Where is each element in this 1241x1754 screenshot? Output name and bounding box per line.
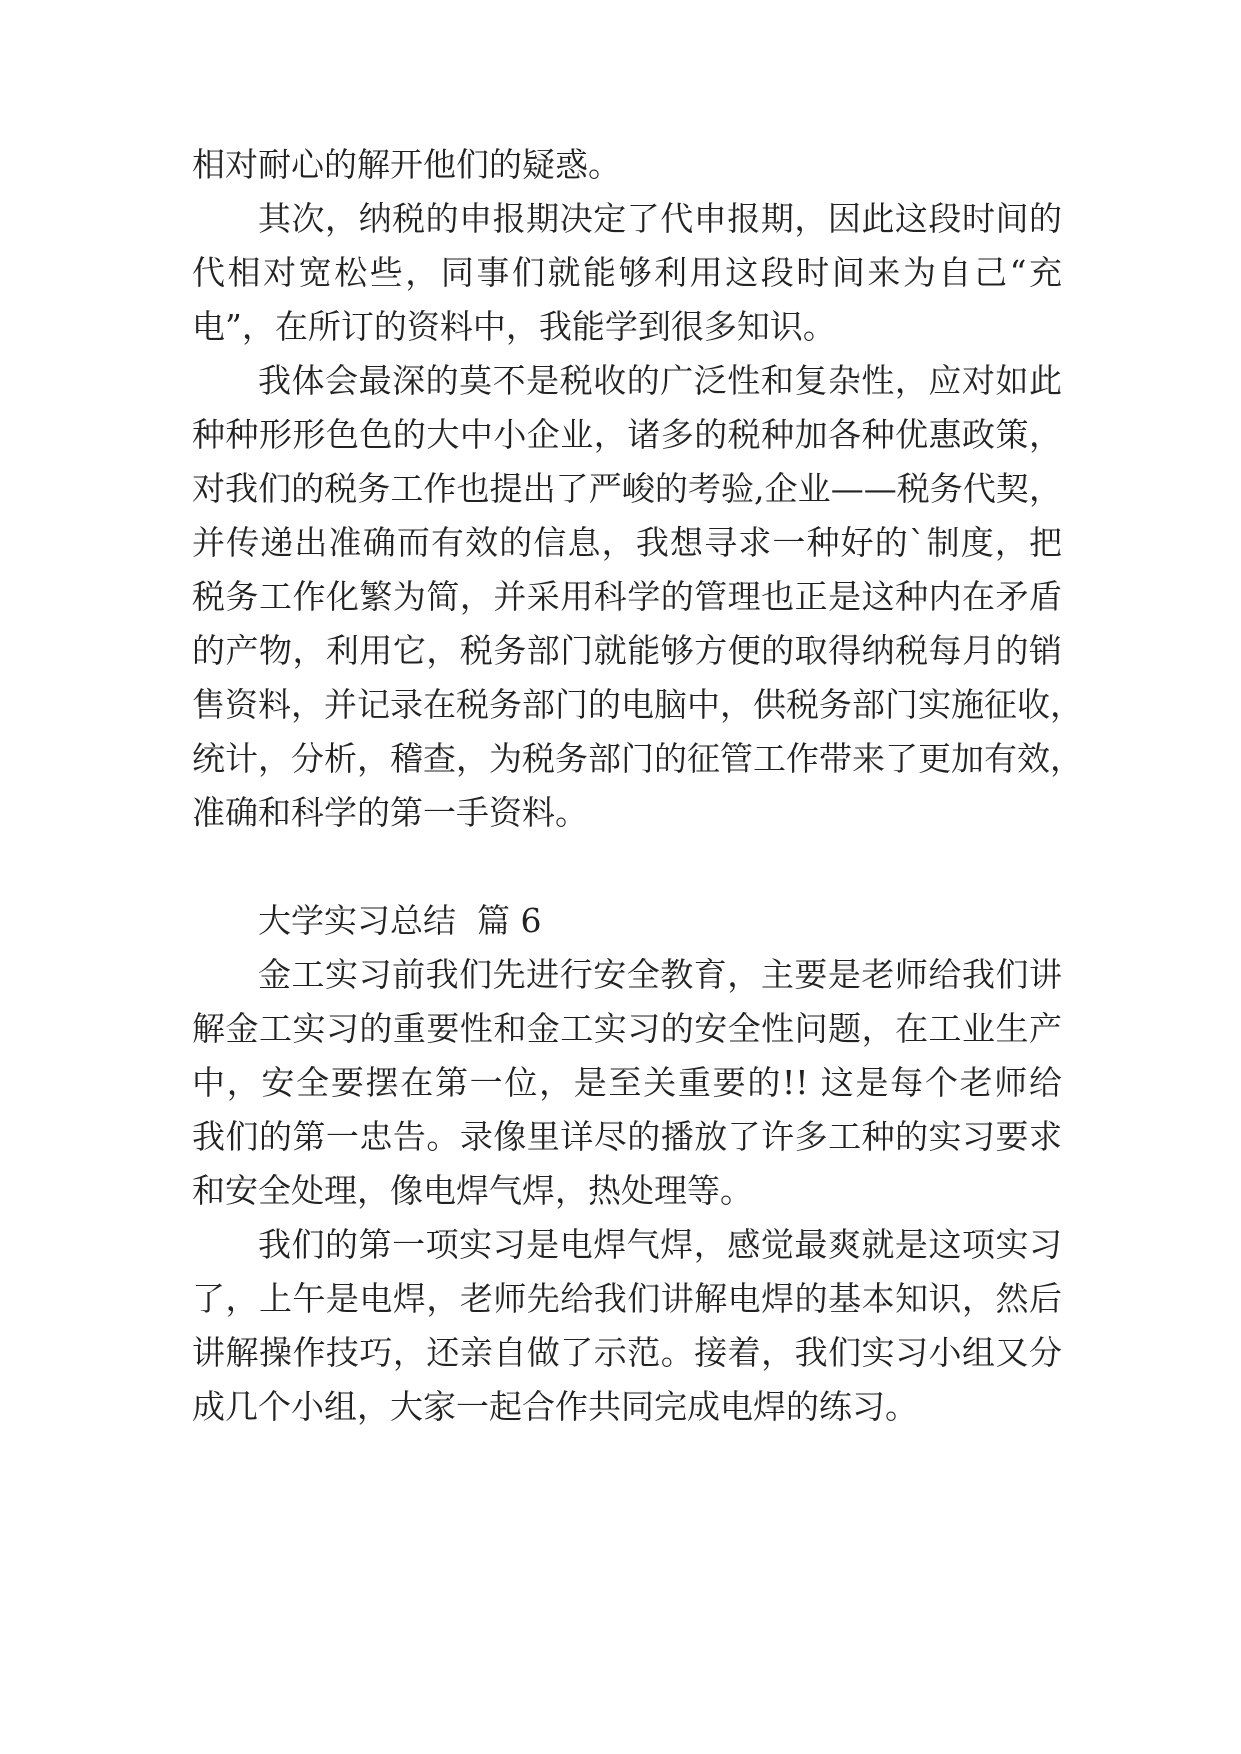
section-heading: 大学实习总结 篇 6: [258, 901, 542, 940]
section-paragraph-2-line-2: 了，上午是电焊，老师先给我们讲解电焊的基本知识，然后: [192, 1279, 1062, 1318]
section-paragraph-2-line-1: 我们的第一项实习是电焊气焊，感觉最爽就是这项实习: [258, 1225, 1062, 1264]
paragraph-3-line-4: 并传递出准确而有效的信息，我想寻求一种好的`制度，把: [192, 523, 1062, 562]
section-paragraph-2-line-3: 讲解操作技巧，还亲自做了示范。接着，我们实习小组又分: [192, 1333, 1062, 1372]
paragraph-2-line-1: 其次，纳税的申报期决定了代申报期，因此这段时间的: [258, 199, 1062, 238]
paragraph-3-line-5: 税务工作化繁为简，并采用科学的管理也正是这种内在矛盾: [192, 577, 1062, 616]
paragraph-3-line-7: 售资料，并记录在税务部门的电脑中，供税务部门实施征收，: [192, 685, 1083, 724]
paragraph-1-line-1: 相对耐心的解开他们的疑惑。: [192, 145, 621, 184]
paragraph-2-line-2: 代相对宽松些，同事们就能够利用这段时间来为自己“充: [192, 253, 1062, 292]
paragraph-2-line-3: 电”，在所订的资料中，我能学到很多知识。: [192, 307, 836, 346]
section-paragraph-1-line-3: 中，安全要摆在第一位，是至关重要的!! 这是每个老师给: [192, 1063, 1062, 1102]
paragraph-3-line-3: 对我们的税务工作也提出了严峻的考验,企业——税务代契，: [192, 469, 1062, 508]
section-paragraph-1-line-4: 我们的第一忠告。录像里详尽的播放了许多工种的实习要求: [192, 1117, 1062, 1156]
section-paragraph-1-line-1: 金工实习前我们先进行安全教育，主要是老师给我们讲: [258, 955, 1062, 994]
paragraph-3-line-6: 的产物，利用它，税务部门就能够方便的取得纳税每月的销: [192, 631, 1062, 670]
section-paragraph-1-line-2: 解金工实习的重要性和金工实习的安全性问题，在工业生产: [192, 1009, 1062, 1048]
paragraph-3-line-8: 统计，分析，稽查，为税务部门的征管工作带来了更加有效，: [192, 739, 1083, 778]
paragraph-3-line-9: 准确和科学的第一手资料。: [192, 793, 588, 832]
section-paragraph-1-line-5: 和安全处理，像电焊气焊，热处理等。: [192, 1171, 753, 1210]
section-paragraph-2-line-4: 成几个小组，大家一起合作共同完成电焊的练习。: [192, 1387, 918, 1426]
paragraph-3-line-1: 我体会最深的莫不是税收的广泛性和复杂性，应对如此: [258, 361, 1062, 400]
paragraph-3-line-2: 种种形形色色的大中小企业，诸多的税种加各种优惠政策，: [192, 415, 1062, 454]
